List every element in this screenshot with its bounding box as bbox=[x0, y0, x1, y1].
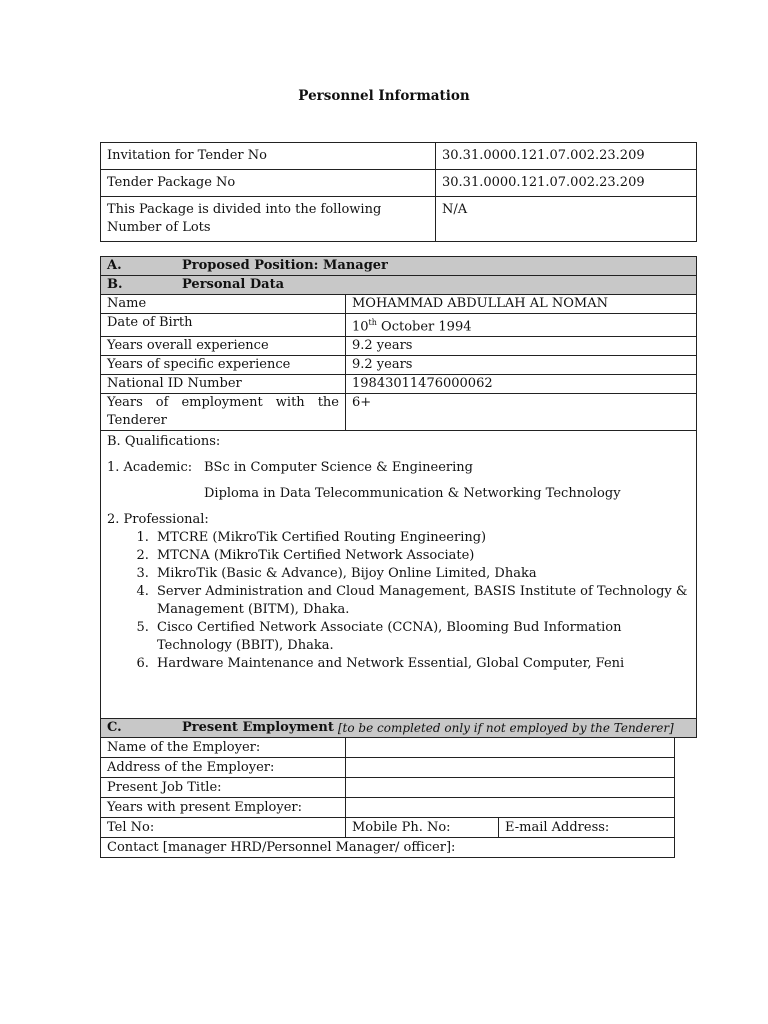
table-row bbox=[101, 738, 675, 758]
dob-day: 10 bbox=[352, 319, 369, 335]
nid-label: National ID Number bbox=[101, 375, 346, 394]
tender-no-value: 30.31.0000.121.07.002.23.209 bbox=[436, 143, 697, 170]
specific-experience-value: 9.2 years bbox=[346, 356, 697, 375]
table-row bbox=[101, 758, 675, 778]
table-row bbox=[101, 778, 675, 798]
nid-value: 19843011476000062 bbox=[346, 375, 697, 394]
academic-label: 1. Academic: bbox=[107, 460, 193, 476]
mobile-label: Mobile Ph. No: bbox=[346, 818, 499, 838]
employer-name-field[interactable] bbox=[346, 738, 675, 758]
name-value: MOHAMMAD ABDULLAH AL NOMAN bbox=[346, 295, 697, 314]
list-item: 2. MTCNA (MikroTik Certified Network Associate) bbox=[153, 547, 690, 565]
job-title-label: Present Job Title: bbox=[101, 778, 346, 798]
package-no-value: 30.31.0000.121.07.002.23.209 bbox=[436, 170, 697, 197]
section-b-header bbox=[101, 276, 696, 295]
table-row bbox=[101, 170, 697, 197]
table-row bbox=[101, 356, 696, 375]
list-item: 5. Cisco Certified Network Associate (CCNA), Blooming Bud Information Technology (BBIT), Dhaka. bbox=[153, 619, 690, 655]
qualifications-heading: B. Qualifications: bbox=[107, 434, 221, 450]
section-a-header bbox=[101, 257, 696, 276]
lots-label: This Package is divided into the following Number of Lots bbox=[101, 197, 436, 242]
table-row bbox=[101, 314, 696, 337]
section-c-header bbox=[100, 718, 697, 738]
qualifications-section bbox=[101, 431, 696, 675]
table-row bbox=[101, 394, 696, 431]
overall-experience-value: 9.2 years bbox=[346, 337, 697, 356]
section-a-title: Proposed Position: Manager bbox=[182, 258, 388, 273]
table-row bbox=[101, 818, 675, 838]
section-b-title: Personal Data bbox=[182, 277, 285, 292]
table-row bbox=[101, 295, 696, 314]
employer-address-field[interactable] bbox=[346, 758, 675, 778]
tender-no-label: Invitation for Tender No bbox=[101, 143, 436, 170]
years-present-label: Years with present Employer: bbox=[101, 798, 346, 818]
package-no-label: Tender Package No bbox=[101, 170, 436, 197]
tender-info-table bbox=[100, 142, 697, 242]
table-row bbox=[101, 337, 696, 356]
tenderer-years-label bbox=[101, 394, 346, 431]
academic-row bbox=[107, 459, 690, 477]
section-b-code: B. bbox=[107, 277, 123, 292]
years-present-field[interactable] bbox=[346, 798, 675, 818]
tenderer-years-label-line2: Tenderer bbox=[107, 413, 167, 429]
specific-experience-label: Years of specific experience bbox=[101, 356, 346, 375]
dob-suffix: th bbox=[368, 318, 377, 327]
dob-label: Date of Birth bbox=[101, 314, 346, 337]
list-item: 6. Hardware Maintenance and Network Essential, Global Computer, Feni bbox=[153, 655, 690, 673]
name-label: Name bbox=[101, 295, 346, 314]
professional-list bbox=[107, 529, 690, 673]
employer-name-label: Name of the Employer: bbox=[101, 738, 346, 758]
employment-table bbox=[100, 737, 675, 858]
professional-heading: 2. Professional: bbox=[107, 512, 209, 528]
list-item: 3. MikroTik (Basic & Advance), Bijoy Online Limited, Dhaka bbox=[153, 565, 690, 583]
email-label: E-mail Address: bbox=[499, 818, 675, 838]
table-row bbox=[101, 375, 696, 394]
tel-label: Tel No: bbox=[101, 818, 346, 838]
academic-item: BSc in Computer Science & Engineering bbox=[204, 460, 473, 476]
table-row bbox=[101, 798, 675, 818]
employer-address-label: Address of the Employer: bbox=[101, 758, 346, 778]
page-title: Personnel Information bbox=[298, 88, 470, 104]
table-row bbox=[101, 143, 697, 170]
table-row bbox=[101, 197, 697, 242]
section-a-code: A. bbox=[107, 258, 122, 273]
section-c-title: Present Employment bbox=[182, 720, 334, 735]
section-c-note: [to be completed only if not employed by the Tenderer] bbox=[337, 721, 674, 735]
tenderer-years-label-line1: Years of employment with the bbox=[107, 395, 339, 411]
tenderer-years-value: 6+ bbox=[346, 394, 697, 431]
dob-month-year: October 1994 bbox=[376, 319, 472, 335]
personnel-main-block bbox=[100, 256, 697, 738]
section-c-code: C. bbox=[107, 720, 122, 735]
list-item: 4. Server Administration and Cloud Management, BASIS Institute of Technology & Management (BITM), Dhaka. bbox=[153, 583, 690, 619]
list-item: 1. MTCRE (MikroTik Certified Routing Engineering) bbox=[153, 529, 690, 547]
table-row bbox=[101, 838, 675, 858]
academic-item: Diploma in Data Telecommunication & Networking Technology bbox=[204, 486, 621, 502]
overall-experience-label: Years overall experience bbox=[101, 337, 346, 356]
personal-data-table bbox=[101, 295, 696, 431]
lots-value: N/A bbox=[436, 197, 697, 242]
contact-label: Contact [manager HRD/Personnel Manager/ officer]: bbox=[101, 838, 675, 858]
job-title-field[interactable] bbox=[346, 778, 675, 798]
dob-value bbox=[346, 314, 697, 337]
